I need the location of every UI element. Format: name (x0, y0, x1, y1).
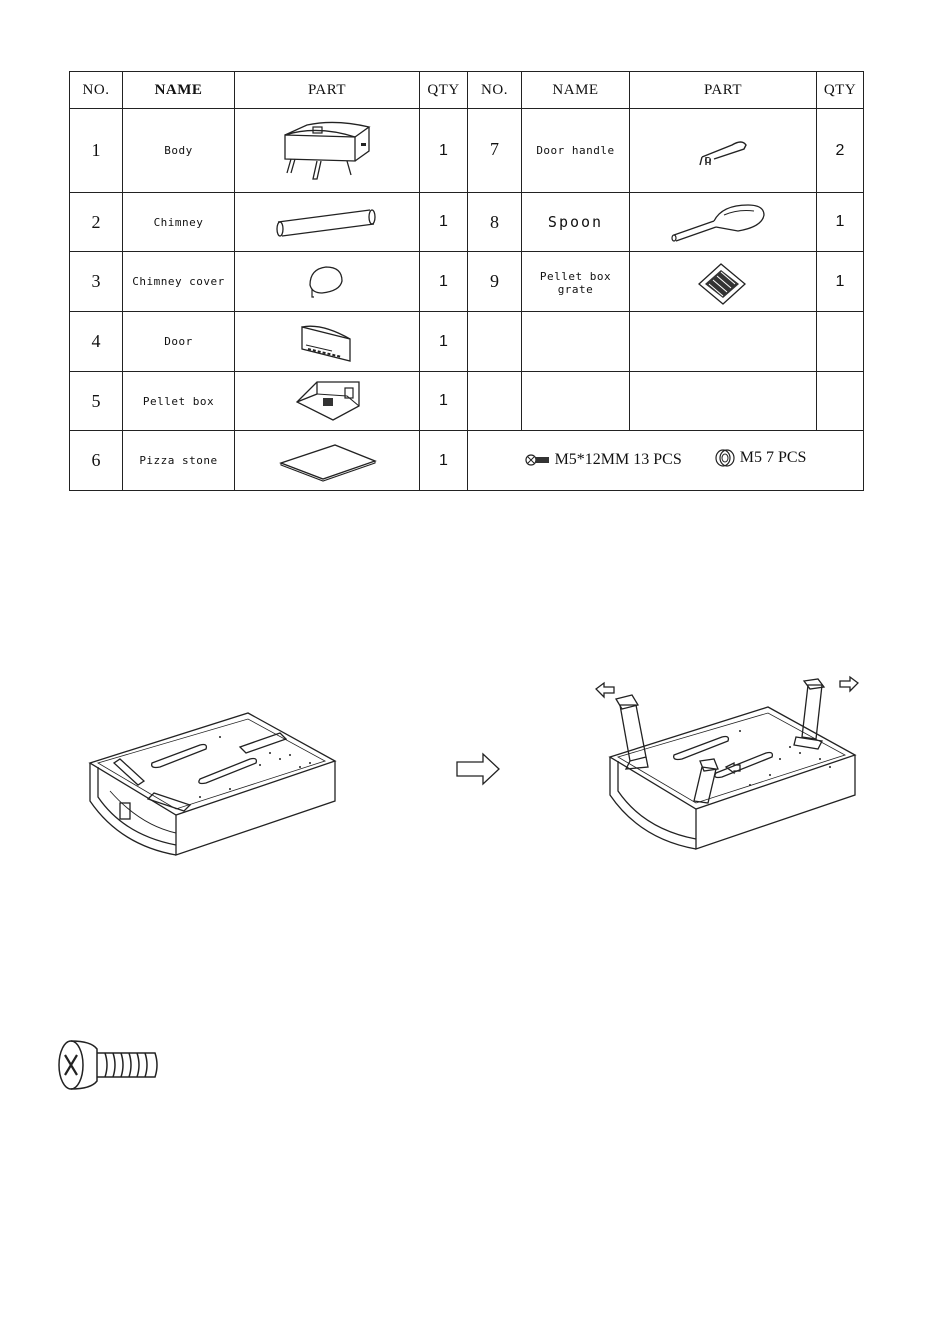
part-number: 5 (70, 372, 123, 431)
screw-closeup-icon (55, 1035, 165, 1095)
part-number: 1 (70, 109, 123, 193)
pellet-box-grate-icon (693, 258, 753, 306)
part-image (235, 312, 420, 372)
screw-icon (525, 453, 551, 467)
part-name: Door (123, 312, 235, 372)
part-name: Pizza stone (123, 431, 235, 491)
part-image (630, 193, 817, 252)
door-icon (292, 319, 362, 365)
empty-cell (522, 372, 630, 431)
part-qty: 1 (420, 431, 468, 491)
table-row (70, 109, 864, 193)
part-qty: 1 (420, 109, 468, 193)
part-qty: 1 (420, 193, 468, 252)
part-number: 2 (70, 193, 123, 252)
part-name: Chimney (123, 193, 235, 252)
oven-underside-legs-unfolded-illustration (590, 675, 865, 855)
part-number: 8 (468, 193, 522, 252)
header-part: PART (235, 72, 420, 109)
empty-cell (817, 312, 864, 372)
spoon-icon (668, 199, 778, 245)
header-no: NO. (70, 72, 123, 109)
parts-list-table (69, 71, 864, 491)
header-qty: QTY (420, 72, 468, 109)
table-row (70, 252, 864, 312)
part-image (235, 431, 420, 491)
part-qty: 1 (817, 193, 864, 252)
part-image (235, 372, 420, 431)
empty-cell (817, 372, 864, 431)
part-name: Door handle (522, 109, 630, 193)
part-number: 6 (70, 431, 123, 491)
header-name: NAME (522, 72, 630, 109)
table-row (70, 193, 864, 252)
pizza-stone-icon (277, 437, 377, 485)
header-name: NAME (123, 72, 235, 109)
header-part: PART (630, 72, 817, 109)
part-name: Chimney cover (123, 252, 235, 312)
part-image (235, 109, 420, 193)
washer-label: M5 7 PCS (739, 449, 807, 466)
part-image (630, 252, 817, 312)
part-image (630, 109, 817, 193)
oven-underside-folded-legs-illustration (80, 705, 350, 865)
empty-cell (468, 312, 522, 372)
empty-cell (522, 312, 630, 372)
part-qty: 1 (420, 372, 468, 431)
washer-item (714, 449, 807, 467)
header-no: NO. (468, 72, 522, 109)
part-qty: 2 (817, 109, 864, 193)
part-qty: 1 (420, 312, 468, 372)
table-row (70, 431, 864, 491)
table-row (70, 372, 864, 431)
part-number: 7 (468, 109, 522, 193)
pellet-box-icon (287, 376, 367, 426)
part-name: Pellet box (123, 372, 235, 431)
part-number: 4 (70, 312, 123, 372)
washer-icon (714, 449, 736, 467)
chimney-cover-icon (302, 259, 352, 305)
table-row (70, 312, 864, 372)
empty-cell (630, 312, 817, 372)
header-qty: QTY (817, 72, 864, 109)
part-name: Body (123, 109, 235, 193)
empty-cell (468, 372, 522, 431)
part-number: 9 (468, 252, 522, 312)
screw-label: M5*12MM 13 PCS (554, 451, 682, 468)
door-handle-icon (688, 131, 758, 171)
hardware-cell (468, 431, 864, 491)
part-image (235, 193, 420, 252)
table-header-row (70, 72, 864, 109)
empty-cell (630, 372, 817, 431)
part-number: 3 (70, 252, 123, 312)
screw-item (525, 451, 682, 469)
part-qty: 1 (817, 252, 864, 312)
next-step-arrow-icon (455, 752, 501, 786)
body-icon (277, 119, 377, 183)
chimney-icon (272, 204, 382, 240)
part-name: Pellet box grate (522, 252, 630, 312)
part-name: Spoon (522, 193, 630, 252)
part-qty: 1 (420, 252, 468, 312)
part-image (235, 252, 420, 312)
